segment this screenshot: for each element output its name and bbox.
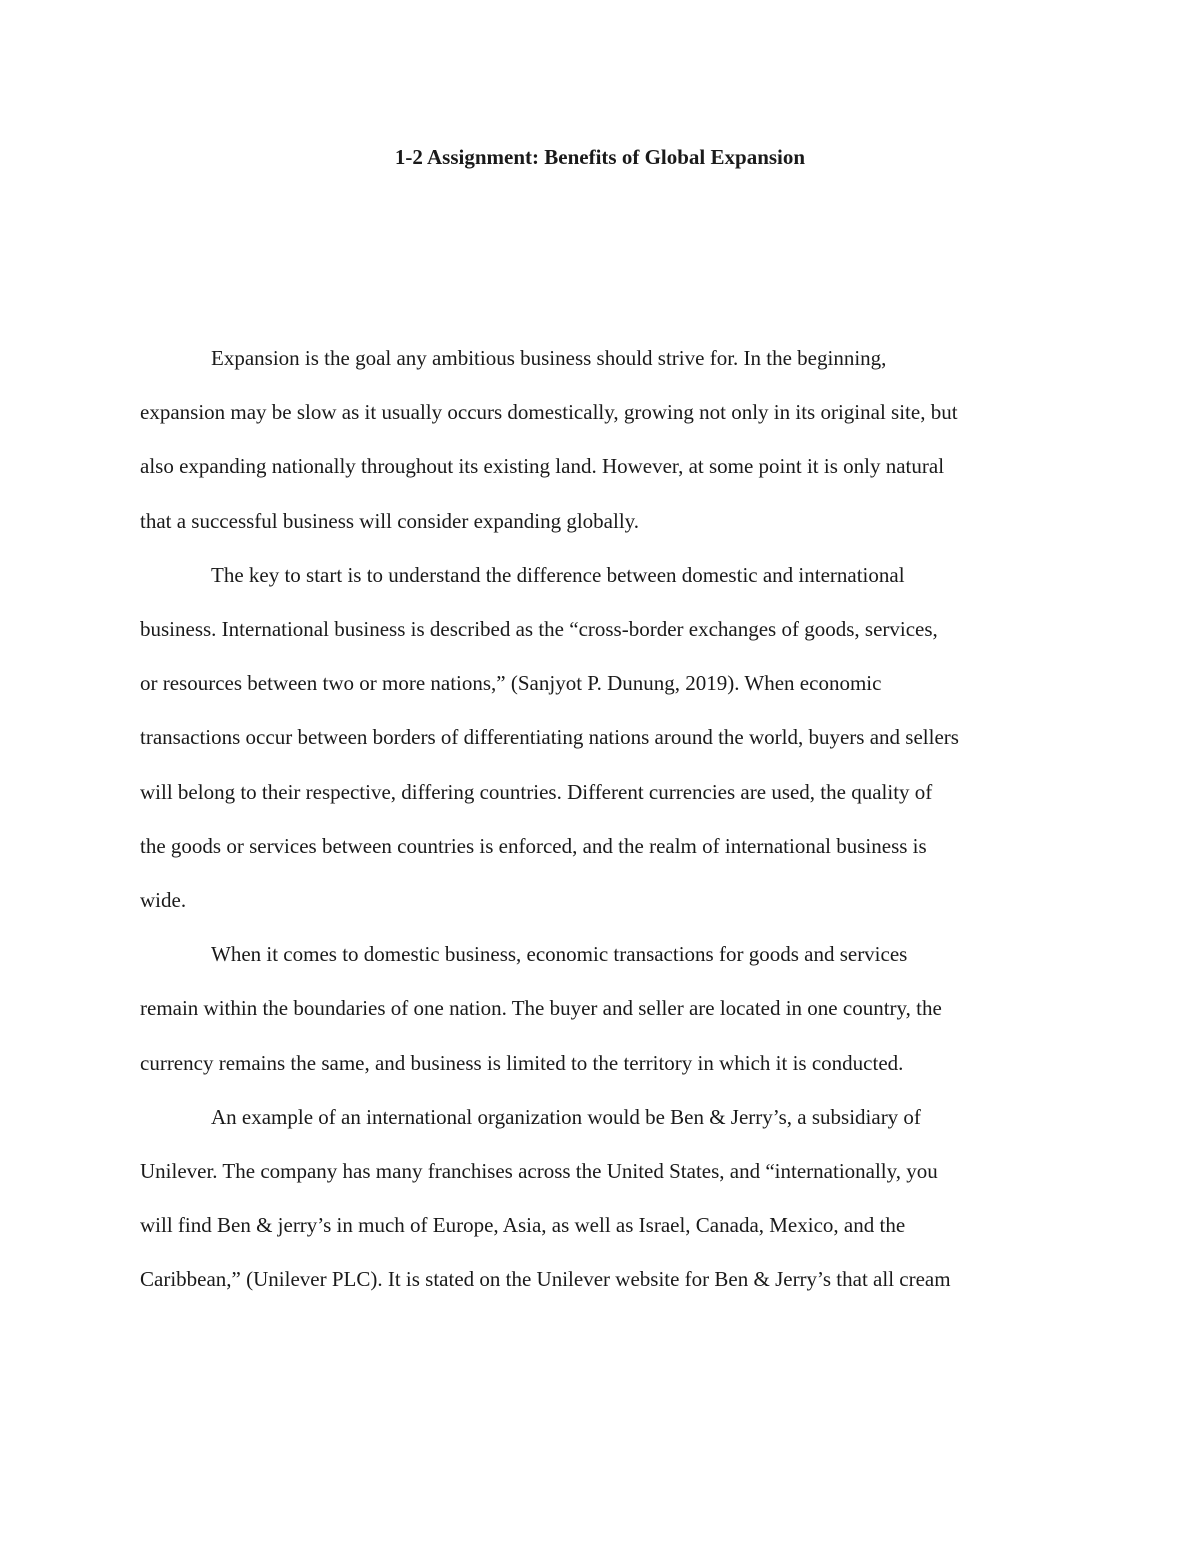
text-line: Caribbean,” (Unilever PLC). It is stated on the Unilever website for Ben & Jerry’s that all cream (140, 1267, 951, 1292)
paragraph (140, 1090, 1065, 1307)
paragraph (140, 548, 1065, 927)
text-line: wide. (140, 888, 187, 913)
text-line: the goods or services between countries is enforced, and the realm of international business is (140, 833, 927, 858)
text-line: remain within the boundaries of one nation. The buyer and seller are located in one country, the (140, 996, 942, 1021)
text-line: also expanding nationally throughout its existing land. However, at some point it is only natural (140, 454, 945, 479)
paragraph (140, 927, 1065, 1090)
text-line: that a successful business will consider expanding globally. (140, 508, 640, 533)
text-line: Expansion is the goal any ambitious business should strive for. In the beginning, (211, 346, 887, 370)
text-line: business. International business is described as the “cross-border exchanges of goods, services, (140, 617, 938, 642)
document-body (140, 331, 1065, 1307)
text-line: Unilever. The company has many franchises across the United States, and “internationally, you (140, 1159, 938, 1184)
text-line: currency remains the same, and business is limited to the territory in which it is conducted. (140, 1050, 904, 1075)
paragraph (140, 331, 1065, 548)
text-line: or resources between two or more nations,” (Sanjyot P. Dunung, 2019). When economic (140, 671, 882, 696)
text-line: When it comes to domestic business, economic transactions for goods and services (211, 942, 908, 967)
text-line: will belong to their respective, differing countries. Different currencies are used, the quality of (140, 779, 933, 804)
text-line: will find Ben & jerry’s in much of Europe, Asia, as well as Israel, Canada, Mexico, and the (140, 1213, 906, 1238)
document-title: 1-2 Assignment: Benefits of Global Expansion (394, 145, 806, 169)
text-line: An example of an international organization would be Ben & Jerry’s, a subsidiary of (211, 1104, 921, 1129)
text-line: expansion may be slow as it usually occurs domestically, growing not only in its original site, but (140, 400, 958, 425)
text-line: The key to start is to understand the difference between domestic and international (211, 562, 905, 587)
text-line: transactions occur between borders of differentiating nations around the world, buyers and sellers (140, 725, 959, 750)
